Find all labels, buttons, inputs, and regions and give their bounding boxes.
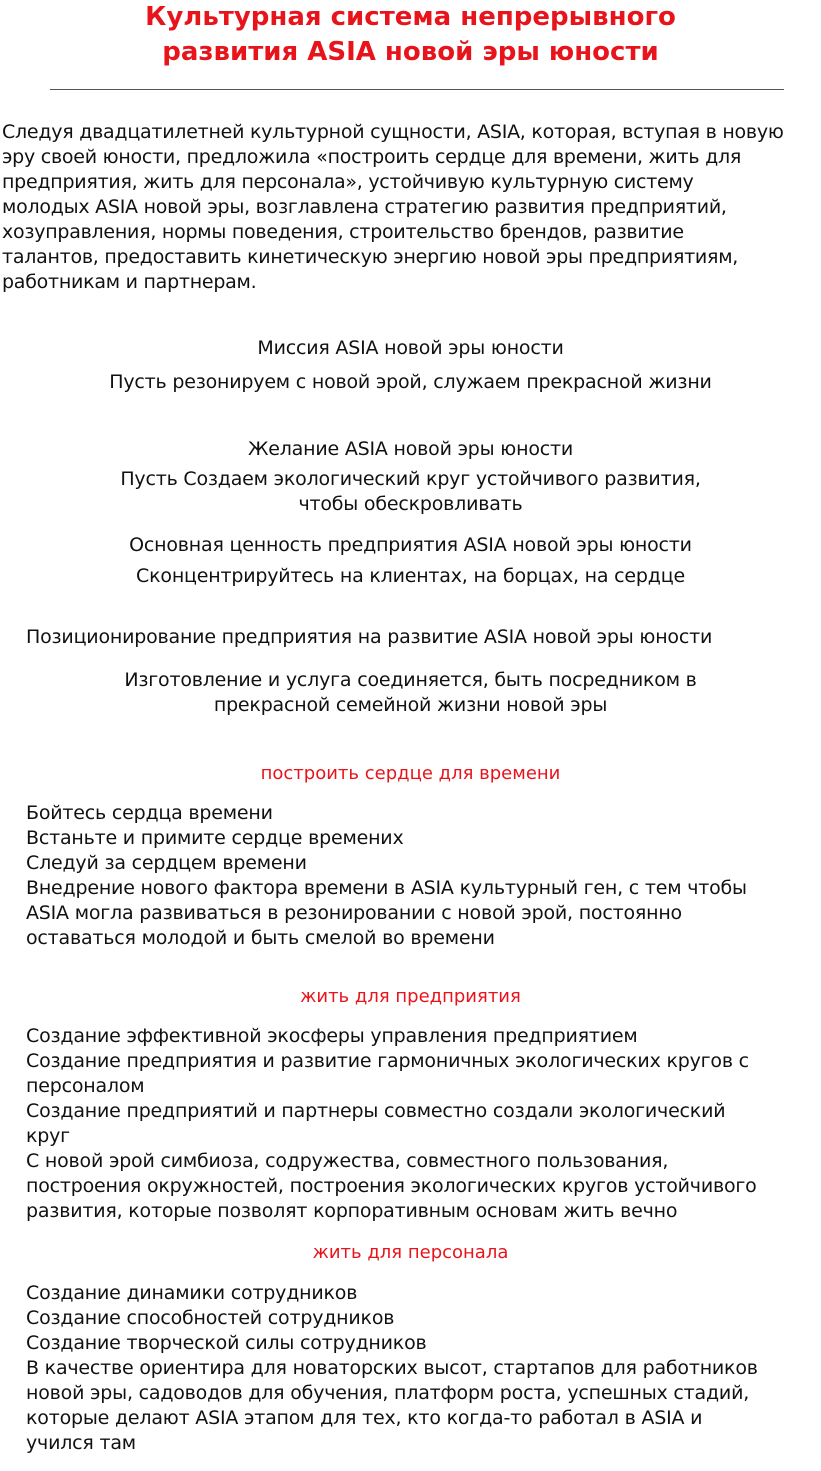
list-item: Следуй за сердцем времени xyxy=(26,852,307,874)
intro-paragraph xyxy=(2,120,821,295)
list-item: которые делают ASIA этапом для тех, кто когда-то работал в ASIA и xyxy=(26,1407,703,1429)
list-item: построения окружностей, построения экологических кругов устойчивого xyxy=(26,1175,757,1197)
positioning-text-line-1: Изготовление и услуга соединяется, быть посредником в xyxy=(124,669,697,691)
positioning-heading: Позиционирование предприятия на развитие ASIA новой эры юности xyxy=(26,626,713,648)
list-item: Встаньте и примите сердце времених xyxy=(26,827,404,849)
list-item: персоналом xyxy=(26,1075,145,1097)
mission-text: Пусть резонируем с новой эрой, служаем прекрасной жизни xyxy=(109,371,712,393)
list-item: В качестве ориентира для новаторских высот, стартапов для работников xyxy=(26,1357,758,1379)
section-heading-live-for-enterprise: жить для предприятия xyxy=(300,986,521,1007)
list-item: Создание динамики сотрудников xyxy=(26,1282,358,1304)
list-item: Внедрение нового фактора времени в ASIA культурный ген, с тем чтобы xyxy=(26,877,747,899)
intro-line: талантов, предоставить кинетическую энергию новой эры предприятиям, xyxy=(2,246,739,268)
list-item: ASIA могла развиваться в резонировании с новой эрой, постоянно xyxy=(26,902,682,924)
intro-line: эру своей юности, предложила «построить сердце для времени, жить для xyxy=(2,146,742,168)
list-item: Создание творческой силы сотрудников xyxy=(26,1332,427,1354)
intro-line: Следуя двадцатилетней культурной сущности, ASIA, которая, вступая в новую xyxy=(2,121,784,143)
positioning-text-line-2: прекрасной семейной жизни новой эры xyxy=(213,694,608,716)
list-item: оставаться молодой и быть смелой во времени xyxy=(26,927,495,949)
list-item: Создание предприятий и партнеры совместно создали экологический xyxy=(26,1100,726,1122)
page-title-line-2: развития ASIA новой эры юности xyxy=(162,37,659,67)
intro-line: хозуправления, нормы поведения, строительство брендов, развитие xyxy=(2,221,684,243)
title-divider xyxy=(50,89,784,90)
list-item: круг xyxy=(26,1125,70,1147)
list-item: Бойтесь сердца времени xyxy=(26,802,273,824)
list-item: развития, которые позволят корпоративным основам жить вечно xyxy=(26,1200,678,1222)
intro-line: работникам и партнерам. xyxy=(2,271,257,293)
intro-line: молодых ASIA новой эры, возглавлена стратегию развития предприятий, xyxy=(2,196,727,218)
intro-line: предприятия, жить для персонала», устойчивую культурную систему xyxy=(2,171,694,193)
list-item: С новой эрой симбиоза, содружества, совместного пользования, xyxy=(26,1150,669,1172)
list-item: Создание предприятия и развитие гармоничных экологических кругов с xyxy=(26,1050,749,1072)
section-list-heart-for-time xyxy=(26,801,816,951)
wish-heading: Желание ASIA новой эры юности xyxy=(247,438,574,460)
page-title-line-1: Культурная система непрерывного xyxy=(145,2,676,32)
section-heading-heart-for-time: построить сердце для времени xyxy=(260,763,561,784)
core-value-heading: Основная ценность предприятия ASIA новой эры юности xyxy=(129,534,692,556)
section-heading-live-for-personnel: жить для персонала xyxy=(312,1242,509,1263)
mission-heading: Миссия ASIA новой эры юности xyxy=(257,337,564,359)
wish-text-line-1: Пусть Создаем экологический круг устойчивого развития, xyxy=(120,468,701,490)
list-item: новой эры, садоводов для обучения, платформ роста, успешных стадий, xyxy=(26,1382,750,1404)
list-item: учился там xyxy=(26,1432,136,1454)
list-item: Создание способностей сотрудников xyxy=(26,1307,395,1329)
section-list-live-for-enterprise xyxy=(26,1024,816,1224)
section-list-live-for-personnel xyxy=(26,1281,816,1456)
wish-text-line-2: чтобы обескровливать xyxy=(298,493,523,515)
list-item: Создание эффективной экосферы управления предприятием xyxy=(26,1025,638,1047)
core-value-text: Сконцентрируйтесь на клиентах, на борцах, на сердце xyxy=(136,565,685,587)
